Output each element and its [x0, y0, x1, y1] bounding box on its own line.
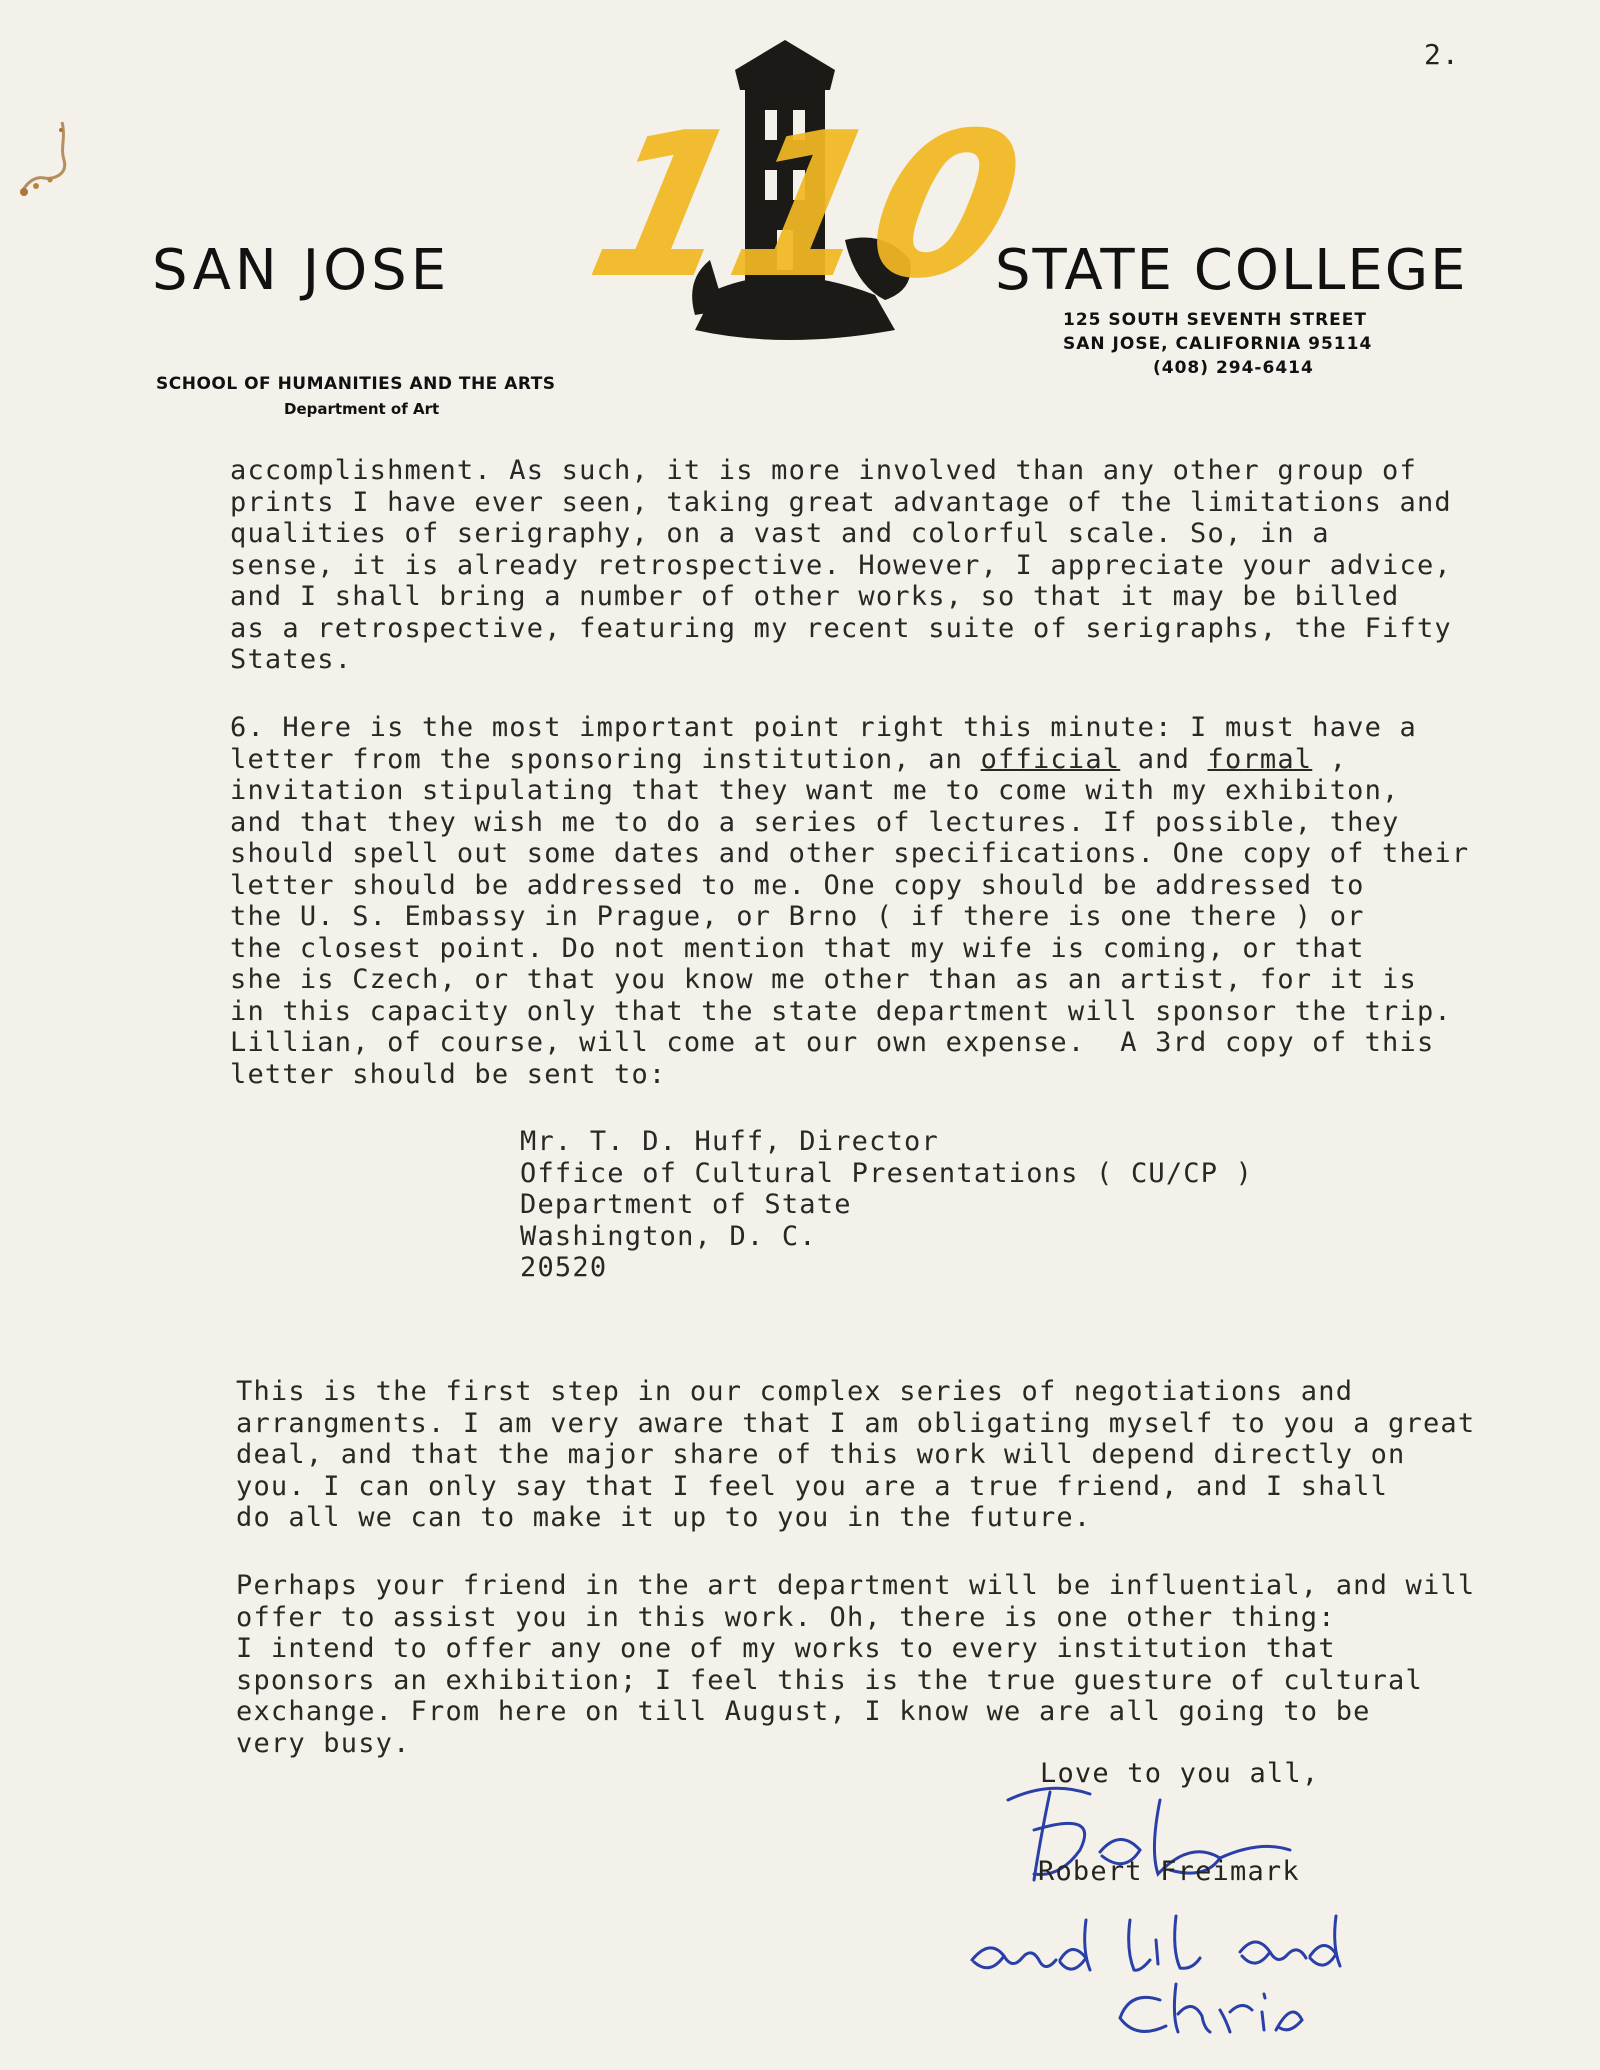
closing: Love to you all, [1040, 1758, 1320, 1789]
text-span: , [1312, 743, 1348, 775]
college-address [1063, 308, 1423, 380]
text-line: and that they wish me to do a series of lectures. If possible, they [230, 806, 1400, 838]
underlined-official: official [980, 743, 1121, 775]
text-line: offer to assist you in this work. Oh, there is one other thing: [236, 1601, 1336, 1633]
text-line: sponsors an exhibition; I feel this is the true guesture of cultural [236, 1664, 1423, 1696]
text-line: sense, it is already retrospective. However, I appreciate your advice, [230, 549, 1452, 581]
text-line: should spell out some dates and other specifications. One copy of their [230, 838, 1470, 869]
text-line: as a retrospective, featuring my recent suite of serigraphs, the Fifty [230, 612, 1452, 644]
department-name: Department of Art [284, 400, 440, 418]
letterhead-right: STATE COLLEGE [995, 238, 1468, 303]
page-number: 2. [1424, 38, 1460, 71]
text-line: Perhaps your friend in the art department will be influential, and will [236, 1570, 1476, 1601]
recipient-line: Washington, D. C. [520, 1220, 817, 1252]
handwritten-postscript [960, 1900, 1480, 2050]
text-line: arrangments. I am very aware that I am obligating myself to you a great [236, 1407, 1476, 1439]
underlined-formal: formal [1207, 743, 1313, 775]
text-line: qualities of serigraphy, on a vast and colorful scale. So, in a [230, 518, 1330, 549]
recipient-line: Department of State [520, 1189, 852, 1220]
text-line: and I shall bring a number of other works, so that it may be billed [230, 581, 1400, 612]
paper-stain [14, 118, 74, 208]
text-span: letter from the sponsoring institution, an [230, 743, 981, 775]
text-line [230, 744, 1590, 776]
text-line: States. [230, 644, 353, 675]
letterhead-left: SAN JOSE [152, 238, 451, 303]
paragraph-2 [230, 712, 1590, 1090]
school-name: SCHOOL OF HUMANITIES AND THE ARTS [156, 374, 556, 394]
text-line: prints I have ever seen, taking great advantage of the limitations and [230, 486, 1452, 518]
paragraph-4 [236, 1570, 1596, 1759]
text-line: invitation stipulating that they want me to come with my exhibiton, [230, 775, 1400, 806]
text-span: and [1120, 743, 1208, 775]
paragraph-1 [230, 455, 1590, 676]
address-street: 125 SOUTH SEVENTH STREET [1063, 310, 1367, 330]
text-line: Lillian, of course, will come at our own expense. A 3rd copy of this [230, 1027, 1435, 1058]
recipient-line: Office of Cultural Presentations ( CU/CP ) [520, 1157, 1254, 1189]
text-line: I intend to offer any one of my works to every institution that [236, 1633, 1336, 1664]
paragraph-3 [236, 1376, 1596, 1534]
text-line: deal, and that the major share of this work will depend directly on [236, 1439, 1406, 1470]
address-city: SAN JOSE, CALIFORNIA 95114 [1063, 334, 1373, 354]
emblem-number: 110 [572, 89, 1040, 323]
text-line: very busy. [236, 1727, 411, 1759]
text-line: the closest point. Do not mention that my wife is coming, or that [230, 932, 1365, 964]
recipient-line: Mr. T. D. Huff, Director [520, 1126, 939, 1157]
signature-name: Robert Freimark [1038, 1856, 1300, 1887]
text-line: letter should be addressed to me. One copy should be addressed to [230, 869, 1365, 901]
text-line: in this capacity only that the state department will sponsor the trip. [230, 995, 1452, 1027]
college-emblem [572, 30, 1040, 370]
text-line: do all we can to make it up to you in the future. [236, 1502, 1092, 1533]
text-line: you. I can only say that I feel you are a true friend, and I shall [236, 1470, 1389, 1502]
address-phone: (408) 294-6414 [1153, 358, 1314, 378]
recipient-address [520, 1126, 1520, 1284]
text-line: accomplishment. As such, it is more involved than any other group of [230, 455, 1417, 486]
text-line: letter should be sent to: [230, 1058, 667, 1090]
school-block [156, 374, 576, 418]
text-line: she is Czech, or that you know me other than as an artist, for it is [230, 964, 1417, 995]
recipient-line: 20520 [520, 1252, 608, 1283]
text-line: This is the first step in our complex series of negotiations and [236, 1376, 1354, 1407]
text-line: 6. Here is the most important point right this minute: I must have a [230, 712, 1417, 743]
text-line: exchange. From here on till August, I know we are all going to be [236, 1696, 1371, 1727]
text-line: the U. S. Embassy in Prague, or Brno ( if there is one there ) or [230, 901, 1365, 932]
